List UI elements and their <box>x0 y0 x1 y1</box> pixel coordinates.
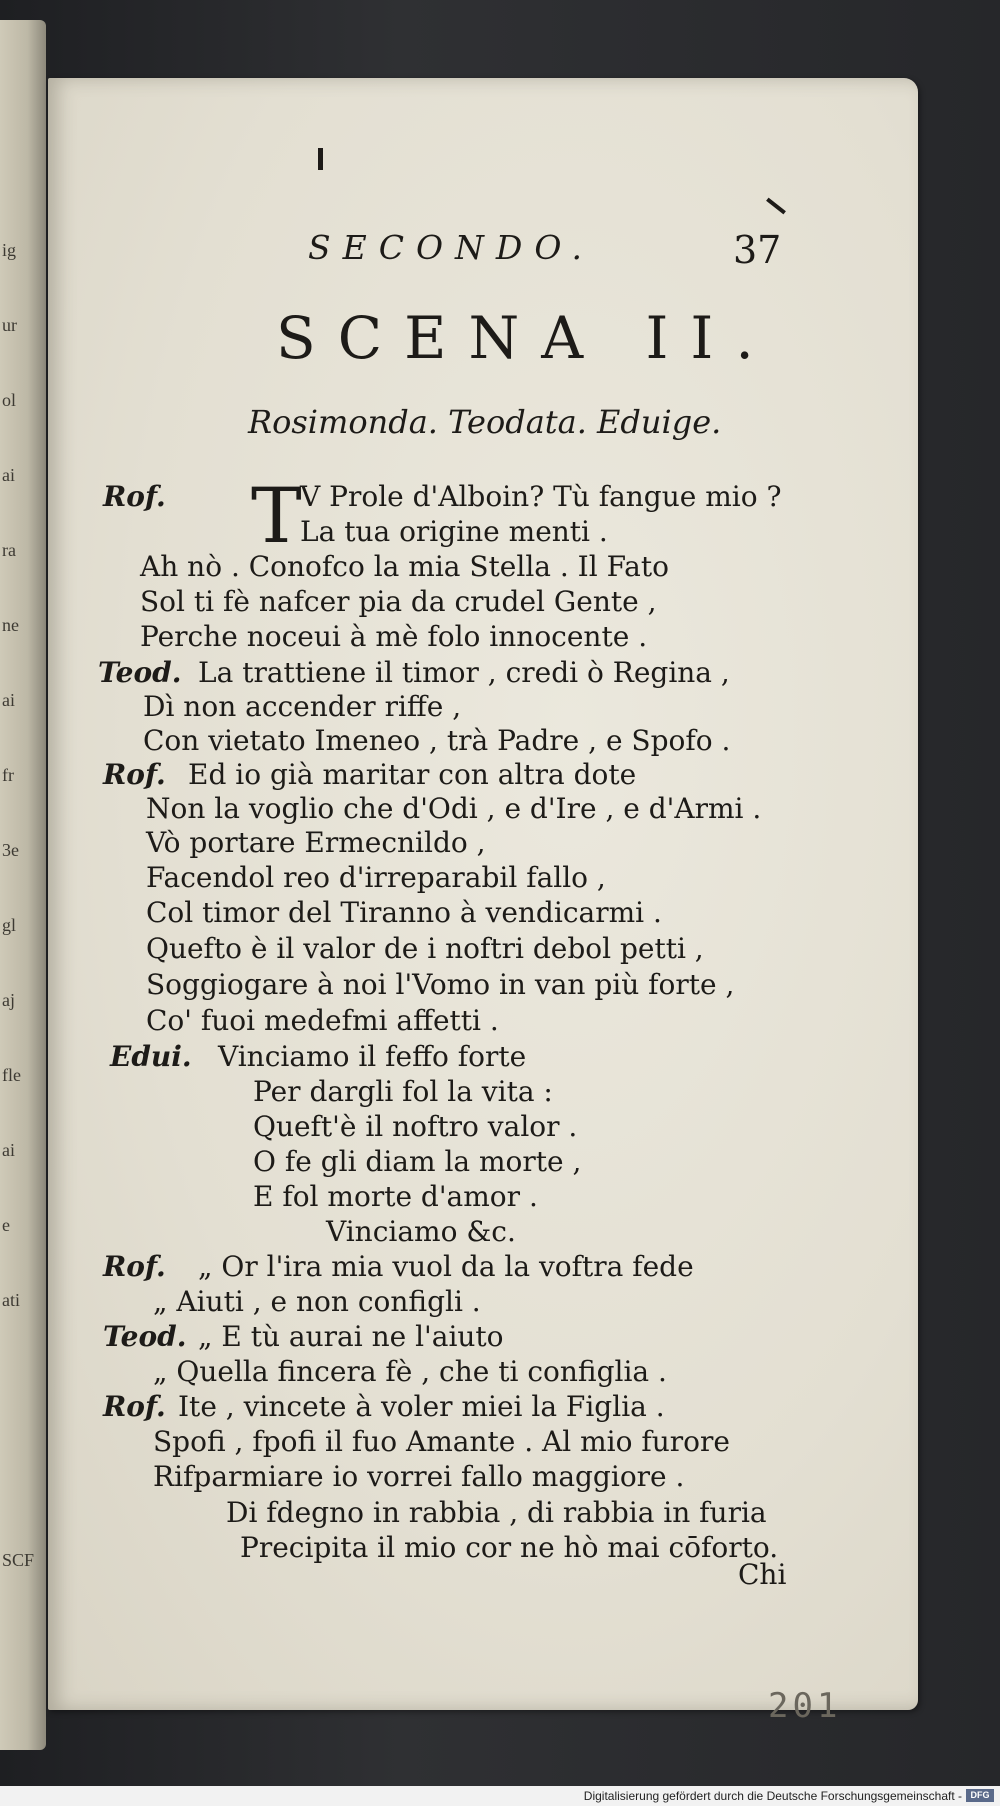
speaker-label: Teod. <box>103 1320 187 1353</box>
verse-line: Sol ti fè nafcer pia da crudel Gente , <box>140 585 657 618</box>
facing-page-fragment: ra <box>2 540 16 560</box>
page-number: 37 <box>733 228 782 272</box>
verse-line: Spofi , fpofi il fuo Amante . Al mio furore <box>153 1425 730 1458</box>
verse-line: „ Quella fincera fè , che ti configlia . <box>153 1355 667 1388</box>
verse-line: V Prole d'Alboin? Tù fangue mio ? <box>300 480 782 513</box>
verse-line: Perche noceui à mè folo innocente . <box>140 620 648 653</box>
speaker-label: Edui. <box>110 1040 192 1073</box>
verse-line: La trattiene il timor , credi ò Regina , <box>198 656 730 689</box>
scene-title: SCENA II. <box>276 304 776 372</box>
verse-line: „ Aiuti , e non configli . <box>153 1285 481 1318</box>
facing-page-fragment: fle <box>2 1065 21 1085</box>
verse-line: Non la voglio che d'Odi , e d'Ire , e d'Armi . <box>146 792 762 825</box>
verse-line: Co' fuoi medefmi affetti . <box>146 1004 499 1037</box>
verse-line: „ Or l'ira mia vuol da la voftra fede <box>198 1250 694 1283</box>
dfg-logo: DFG <box>966 1789 994 1802</box>
verse-line: Rifparmiare io vorrei fallo maggiore . <box>153 1460 685 1493</box>
facing-page-fragment: e <box>2 1215 10 1235</box>
facing-page-fragment: gl <box>2 915 17 935</box>
verse-line: Soggiogare à noi l'Vomo in van più forte , <box>146 968 735 1001</box>
verse-line: Col timor del Tiranno à vendicarmi . <box>146 896 662 929</box>
verse-line: Con vietato Imeneo , trà Padre , e Spofo . <box>143 724 731 757</box>
verse-line: Precipita il mio cor ne hò mai cōforto. <box>240 1531 779 1564</box>
speaker-label: Rof. <box>103 758 166 791</box>
facing-page-fragment: ur <box>2 315 17 335</box>
facing-page-edge <box>0 20 46 1750</box>
verse-line: „ E tù aurai ne l'aiuto <box>198 1320 504 1353</box>
digitization-credit: Digitalisierung gefördert durch die Deutsche Forschungsgemeinschaft - <box>583 1789 962 1803</box>
verse-line: O fe gli diam la morte , <box>253 1145 582 1178</box>
verse-line: E fol morte d'amor . <box>253 1180 538 1213</box>
facing-page-fragment: ne <box>2 615 19 635</box>
verse-line: Per dargli fol la vita : <box>253 1075 553 1108</box>
facing-page-fragment: ol <box>2 390 17 410</box>
facing-page-fragment: fr <box>2 765 14 785</box>
verse-line: Ed io già maritar con altra dote <box>188 758 637 791</box>
verse-line: La tua origine menti . <box>300 515 608 548</box>
ink-mark <box>766 198 786 215</box>
verse-line: Dì non accender riffe , <box>143 690 462 723</box>
speaker-label: Rof. <box>103 480 166 513</box>
book-page <box>48 78 918 1726</box>
speaker-label: Rof. <box>103 1250 166 1283</box>
drop-cap: T <box>251 471 302 560</box>
catchword: Chi <box>738 1558 787 1591</box>
verse-line: Vò portare Ermecnildo , <box>146 826 486 859</box>
facing-page-fragment: ai <box>2 465 15 485</box>
facing-page-fragment: ai <box>2 690 15 710</box>
facing-page-fragment: ai <box>2 1140 15 1160</box>
page-mark <box>318 148 323 170</box>
verse-line: Di fdegno in rabbia , di rabbia in furia <box>226 1496 767 1529</box>
verse-line: Queft'è il noftro valor . <box>253 1110 578 1143</box>
digitization-credit-bar <box>0 1786 1000 1806</box>
running-head: SECONDO. <box>308 228 594 267</box>
verse-line: Ite , vincete à voler miei la Figlia . <box>178 1390 665 1423</box>
speaker-label: Rof. <box>103 1390 166 1423</box>
character-list: Rosimonda. Teodata. Eduige. <box>248 403 722 441</box>
verse-line: Vinciamo il feffo forte <box>218 1040 527 1073</box>
verse-line: Ah nò . Conofco la mia Stella . Il Fato <box>140 550 669 583</box>
verse-line: Facendol reo d'irreparabil fallo , <box>146 861 606 894</box>
facing-page-fragment: ati <box>2 1290 20 1310</box>
facing-page-fragment: 3e <box>2 840 19 860</box>
verse-line: Vinciamo &c. <box>326 1215 516 1248</box>
verse-line: Quefto è il valor de i noftri debol petti , <box>146 932 704 965</box>
facing-page-fragment: SCF <box>2 1550 35 1570</box>
handwritten-folio-number: 201 <box>768 1686 842 1726</box>
speaker-label: Teod. <box>98 656 182 689</box>
facing-page-fragment: aj <box>2 990 15 1010</box>
facing-page-fragment: ig <box>2 240 17 260</box>
